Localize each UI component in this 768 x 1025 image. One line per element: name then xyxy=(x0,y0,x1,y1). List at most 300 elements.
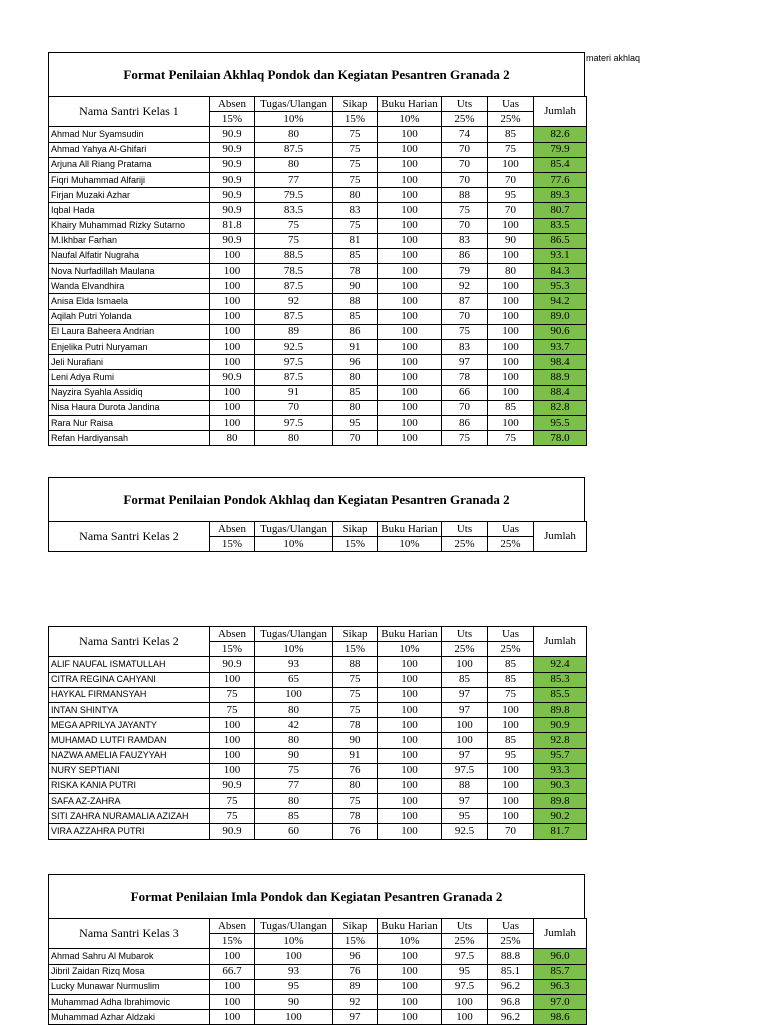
jumlah-header: Jumlah xyxy=(534,522,587,552)
uts-value: 70 xyxy=(442,400,488,415)
absen-value: 90.9 xyxy=(210,172,255,187)
sikap-value: 70 xyxy=(333,431,378,446)
buku-value: 100 xyxy=(378,355,442,370)
uas-value: 70 xyxy=(488,172,534,187)
table-row xyxy=(49,385,587,400)
jumlah-header: Jumlah xyxy=(534,627,587,657)
absen-header: Absen xyxy=(210,522,255,537)
table-row xyxy=(49,718,587,733)
buku-value: 100 xyxy=(378,142,442,157)
tugas-value: 91 xyxy=(255,385,333,400)
absen-value: 90.9 xyxy=(210,142,255,157)
student-name: SAFA AZ-ZAHRA xyxy=(49,794,210,809)
tugas-weight: 10% xyxy=(255,112,333,127)
absen-value: 90.9 xyxy=(210,233,255,248)
uas-value: 70 xyxy=(488,203,534,218)
tugas-value: 75 xyxy=(255,763,333,778)
buku-header: Buku Harian xyxy=(378,97,442,112)
jumlah-value: 78.0 xyxy=(534,431,587,446)
uts-value: 100 xyxy=(442,718,488,733)
uts-value: 88 xyxy=(442,778,488,793)
tugas-value: 89 xyxy=(255,324,333,339)
jumlah-value: 95.5 xyxy=(534,415,587,430)
buku-header: Buku Harian xyxy=(378,627,442,642)
buku-header: Buku Harian xyxy=(378,919,442,934)
grade-table xyxy=(48,626,587,840)
uas-value: 100 xyxy=(488,702,534,717)
student-name: Ahmad Nur Syamsudin xyxy=(49,127,210,142)
uas-value: 100 xyxy=(488,794,534,809)
uas-value: 85 xyxy=(488,400,534,415)
uts-weight: 25% xyxy=(442,642,488,657)
sikap-header: Sikap xyxy=(333,522,378,537)
tugas-value: 70 xyxy=(255,400,333,415)
sikap-value: 78 xyxy=(333,264,378,279)
jumlah-value: 90.6 xyxy=(534,324,587,339)
uas-header: Uas xyxy=(488,97,534,112)
sikap-weight: 15% xyxy=(333,112,378,127)
uts-value: 86 xyxy=(442,248,488,263)
sikap-value: 91 xyxy=(333,748,378,763)
uas-value: 96.2 xyxy=(488,979,534,994)
table-row xyxy=(49,142,587,157)
buku-value: 100 xyxy=(378,809,442,824)
uas-header: Uas xyxy=(488,522,534,537)
buku-value: 100 xyxy=(378,385,442,400)
absen-value: 100 xyxy=(210,279,255,294)
absen-weight: 15% xyxy=(210,537,255,552)
student-name: Leni Adya Rumi xyxy=(49,370,210,385)
sikap-value: 85 xyxy=(333,248,378,263)
student-name: Muhammad Adha Ibrahimovic xyxy=(49,994,210,1009)
uas-value: 100 xyxy=(488,415,534,430)
student-name: Muhammad Azhar Aldzaki xyxy=(49,1010,210,1025)
jumlah-value: 93.3 xyxy=(534,763,587,778)
tugas-value: 92 xyxy=(255,294,333,309)
jumlah-value: 93.1 xyxy=(534,248,587,263)
absen-value: 100 xyxy=(210,763,255,778)
section-title: Format Penilaian Akhlaq Pondok dan Kegiatan Pesantren Granada 2 xyxy=(48,52,585,96)
absen-value: 90.9 xyxy=(210,127,255,142)
uas-value: 100 xyxy=(488,324,534,339)
buku-value: 100 xyxy=(378,1010,442,1025)
absen-value: 66.7 xyxy=(210,964,255,979)
jumlah-value: 97.0 xyxy=(534,994,587,1009)
uts-value: 100 xyxy=(442,1010,488,1025)
uas-value: 100 xyxy=(488,279,534,294)
student-name: El Laura Baheera Andrian xyxy=(49,324,210,339)
buku-value: 100 xyxy=(378,778,442,793)
name-header: Nama Santri Kelas 2 xyxy=(49,522,210,552)
absen-value: 80 xyxy=(210,431,255,446)
sikap-value: 75 xyxy=(333,127,378,142)
uts-value: 95 xyxy=(442,809,488,824)
table-row xyxy=(49,763,587,778)
uas-value: 85 xyxy=(488,672,534,687)
jumlah-value: 82.6 xyxy=(534,127,587,142)
uts-value: 83 xyxy=(442,233,488,248)
jumlah-value: 84.3 xyxy=(534,264,587,279)
buku-value: 100 xyxy=(378,188,442,203)
student-name: MEGA APRILYA JAYANTY xyxy=(49,718,210,733)
table-row xyxy=(49,309,587,324)
buku-value: 100 xyxy=(378,400,442,415)
uts-value: 83 xyxy=(442,340,488,355)
table-row xyxy=(49,248,587,263)
tugas-value: 77 xyxy=(255,172,333,187)
table-row xyxy=(49,188,587,203)
buku-value: 100 xyxy=(378,794,442,809)
uts-value: 97.5 xyxy=(442,979,488,994)
jumlah-header: Jumlah xyxy=(534,97,587,127)
sikap-value: 90 xyxy=(333,733,378,748)
sikap-value: 90 xyxy=(333,279,378,294)
table-row xyxy=(49,294,587,309)
buku-value: 100 xyxy=(378,748,442,763)
absen-value: 90.9 xyxy=(210,778,255,793)
uas-value: 85 xyxy=(488,657,534,672)
jumlah-value: 81.7 xyxy=(534,824,587,839)
student-name: SITI ZAHRA NURAMALIA AZIZAH xyxy=(49,809,210,824)
tugas-value: 78.5 xyxy=(255,264,333,279)
jumlah-value: 94.2 xyxy=(534,294,587,309)
uts-weight: 25% xyxy=(442,537,488,552)
tugas-value: 75 xyxy=(255,233,333,248)
student-name: Refan Hardiyansah xyxy=(49,431,210,446)
table-row xyxy=(49,809,587,824)
absen-value: 100 xyxy=(210,733,255,748)
absen-value: 100 xyxy=(210,264,255,279)
jumlah-value: 98.4 xyxy=(534,355,587,370)
absen-header: Absen xyxy=(210,627,255,642)
jumlah-value: 90.9 xyxy=(534,718,587,733)
section-kelas-2-top xyxy=(48,477,588,550)
uts-value: 100 xyxy=(442,733,488,748)
student-name: Jeli Nurafiani xyxy=(49,355,210,370)
tugas-value: 93 xyxy=(255,964,333,979)
buku-value: 100 xyxy=(378,324,442,339)
sikap-value: 75 xyxy=(333,687,378,702)
table-row xyxy=(49,172,587,187)
table-row xyxy=(49,794,587,809)
table-row xyxy=(49,687,587,702)
sikap-value: 89 xyxy=(333,979,378,994)
jumlah-header: Jumlah xyxy=(534,919,587,949)
uas-value: 85 xyxy=(488,733,534,748)
buku-value: 100 xyxy=(378,979,442,994)
table-row xyxy=(49,979,587,994)
uas-value: 100 xyxy=(488,763,534,778)
section-title: Format Penilaian Imla Pondok dan Kegiatan Pesantren Granada 2 xyxy=(48,874,585,918)
uts-value: 100 xyxy=(442,657,488,672)
student-name: Aqilah Putri Yolanda xyxy=(49,309,210,324)
student-name: ALIF NAUFAL ISMATULLAH xyxy=(49,657,210,672)
tugas-value: 87.5 xyxy=(255,370,333,385)
tugas-header: Tugas/Ulangan xyxy=(255,522,333,537)
uts-value: 95 xyxy=(442,964,488,979)
sikap-value: 83 xyxy=(333,203,378,218)
student-name: Nisa Haura Durota Jandina xyxy=(49,400,210,415)
table-row xyxy=(49,994,587,1009)
absen-value: 100 xyxy=(210,415,255,430)
jumlah-value: 83.5 xyxy=(534,218,587,233)
table-row xyxy=(49,431,587,446)
jumlah-value: 92.4 xyxy=(534,657,587,672)
buku-value: 100 xyxy=(378,431,442,446)
side-note: materi akhlaq xyxy=(586,53,641,63)
sikap-value: 91 xyxy=(333,340,378,355)
student-name: NAZWA AMELIA FAUZYYAH xyxy=(49,748,210,763)
jumlah-value: 82.8 xyxy=(534,400,587,415)
uas-weight: 25% xyxy=(488,642,534,657)
name-header: Nama Santri Kelas 1 xyxy=(49,97,210,127)
buku-value: 100 xyxy=(378,294,442,309)
tugas-header: Tugas/Ulangan xyxy=(255,627,333,642)
sikap-weight: 15% xyxy=(333,934,378,949)
tugas-value: 77 xyxy=(255,778,333,793)
buku-value: 100 xyxy=(378,702,442,717)
tugas-value: 92.5 xyxy=(255,340,333,355)
uas-value: 95 xyxy=(488,748,534,763)
sikap-value: 80 xyxy=(333,188,378,203)
uas-value: 96.8 xyxy=(488,994,534,1009)
uas-value: 90 xyxy=(488,233,534,248)
table-row xyxy=(49,672,587,687)
sikap-weight: 15% xyxy=(333,642,378,657)
student-name: Anisa Elda Ismaela xyxy=(49,294,210,309)
student-name: RISKA KANIA PUTRI xyxy=(49,778,210,793)
tugas-value: 65 xyxy=(255,672,333,687)
jumlah-value: 95.7 xyxy=(534,748,587,763)
table-row xyxy=(49,778,587,793)
tugas-value: 80 xyxy=(255,733,333,748)
uas-value: 100 xyxy=(488,718,534,733)
uas-value: 70 xyxy=(488,824,534,839)
sikap-value: 88 xyxy=(333,294,378,309)
sikap-value: 76 xyxy=(333,964,378,979)
uas-value: 100 xyxy=(488,248,534,263)
absen-value: 100 xyxy=(210,294,255,309)
sikap-value: 75 xyxy=(333,794,378,809)
student-name: Firjan Muzaki Azhar xyxy=(49,188,210,203)
sikap-value: 80 xyxy=(333,778,378,793)
jumlah-value: 98.6 xyxy=(534,1010,587,1025)
absen-value: 75 xyxy=(210,702,255,717)
table-row xyxy=(49,964,587,979)
sikap-value: 88 xyxy=(333,657,378,672)
tugas-value: 80 xyxy=(255,794,333,809)
table-row xyxy=(49,279,587,294)
jumlah-value: 90.2 xyxy=(534,809,587,824)
table-row xyxy=(49,233,587,248)
absen-value: 100 xyxy=(210,994,255,1009)
sikap-value: 92 xyxy=(333,994,378,1009)
table-row xyxy=(49,748,587,763)
uas-value: 75 xyxy=(488,431,534,446)
buku-value: 100 xyxy=(378,824,442,839)
name-header: Nama Santri Kelas 2 xyxy=(49,627,210,657)
sikap-value: 75 xyxy=(333,157,378,172)
student-name: Ahmad Yahya Al-Ghifari xyxy=(49,142,210,157)
table-row xyxy=(49,264,587,279)
sikap-weight: 15% xyxy=(333,537,378,552)
student-name: Rara Nur Raisa xyxy=(49,415,210,430)
sikap-value: 95 xyxy=(333,415,378,430)
jumlah-value: 93.7 xyxy=(534,340,587,355)
uts-header: Uts xyxy=(442,522,488,537)
uts-value: 97 xyxy=(442,748,488,763)
table-row xyxy=(49,702,587,717)
absen-value: 90.9 xyxy=(210,203,255,218)
uas-value: 100 xyxy=(488,370,534,385)
sikap-value: 75 xyxy=(333,672,378,687)
jumlah-value: 89.8 xyxy=(534,702,587,717)
jumlah-value: 80.7 xyxy=(534,203,587,218)
sikap-value: 80 xyxy=(333,370,378,385)
sikap-value: 75 xyxy=(333,702,378,717)
jumlah-value: 89.3 xyxy=(534,188,587,203)
table-row xyxy=(49,355,587,370)
tugas-value: 60 xyxy=(255,824,333,839)
student-name: VIRA AZZAHRA PUTRI xyxy=(49,824,210,839)
uts-value: 87 xyxy=(442,294,488,309)
tugas-value: 80 xyxy=(255,702,333,717)
absen-value: 100 xyxy=(210,355,255,370)
table-row xyxy=(49,733,587,748)
student-name: Wanda Elvandhira xyxy=(49,279,210,294)
sikap-value: 86 xyxy=(333,324,378,339)
absen-value: 100 xyxy=(210,400,255,415)
absen-value: 100 xyxy=(210,748,255,763)
absen-value: 90.9 xyxy=(210,188,255,203)
jumlah-value: 85.5 xyxy=(534,687,587,702)
uas-value: 75 xyxy=(488,687,534,702)
table-row xyxy=(49,1010,587,1025)
jumlah-value: 79.9 xyxy=(534,142,587,157)
student-name: CITRA REGINA CAHYANI xyxy=(49,672,210,687)
student-name: HAYKAL FIRMANSYAH xyxy=(49,687,210,702)
uas-value: 95 xyxy=(488,188,534,203)
sikap-value: 76 xyxy=(333,763,378,778)
buku-header: Buku Harian xyxy=(378,522,442,537)
uas-value: 100 xyxy=(488,385,534,400)
sikap-value: 96 xyxy=(333,355,378,370)
absen-weight: 15% xyxy=(210,934,255,949)
buku-value: 100 xyxy=(378,203,442,218)
grade-table xyxy=(48,96,587,446)
table-row xyxy=(49,657,587,672)
name-header: Nama Santri Kelas 3 xyxy=(49,919,210,949)
uas-value: 100 xyxy=(488,809,534,824)
uts-value: 97 xyxy=(442,355,488,370)
absen-weight: 15% xyxy=(210,112,255,127)
uts-value: 70 xyxy=(442,309,488,324)
uas-value: 75 xyxy=(488,142,534,157)
table-row xyxy=(49,340,587,355)
absen-value: 100 xyxy=(210,979,255,994)
jumlah-value: 77.6 xyxy=(534,172,587,187)
buku-weight: 10% xyxy=(378,537,442,552)
uas-value: 85 xyxy=(488,127,534,142)
buku-value: 100 xyxy=(378,340,442,355)
absen-value: 100 xyxy=(210,1010,255,1025)
absen-value: 100 xyxy=(210,385,255,400)
tugas-weight: 10% xyxy=(255,642,333,657)
buku-value: 100 xyxy=(378,763,442,778)
student-name: Nayzira Syahla Assidiq xyxy=(49,385,210,400)
tugas-weight: 10% xyxy=(255,537,333,552)
jumlah-value: 85.4 xyxy=(534,157,587,172)
uas-value: 88.8 xyxy=(488,949,534,964)
table-row xyxy=(49,324,587,339)
absen-weight: 15% xyxy=(210,642,255,657)
tugas-value: 75 xyxy=(255,218,333,233)
buku-value: 100 xyxy=(378,687,442,702)
uts-value: 92.5 xyxy=(442,824,488,839)
uas-value: 100 xyxy=(488,355,534,370)
tugas-value: 97.5 xyxy=(255,355,333,370)
uts-value: 75 xyxy=(442,203,488,218)
uas-value: 100 xyxy=(488,218,534,233)
table-row xyxy=(49,949,587,964)
absen-value: 90.9 xyxy=(210,157,255,172)
sikap-value: 76 xyxy=(333,824,378,839)
sikap-header: Sikap xyxy=(333,97,378,112)
uts-value: 74 xyxy=(442,127,488,142)
absen-value: 75 xyxy=(210,687,255,702)
buku-value: 100 xyxy=(378,994,442,1009)
uts-value: 70 xyxy=(442,172,488,187)
uts-value: 92 xyxy=(442,279,488,294)
uts-value: 97.5 xyxy=(442,949,488,964)
student-name: Arjuna All Riang Pratama xyxy=(49,157,210,172)
uts-value: 97.5 xyxy=(442,763,488,778)
tugas-value: 100 xyxy=(255,687,333,702)
tugas-value: 90 xyxy=(255,748,333,763)
grade-table-header xyxy=(48,521,587,552)
table-row xyxy=(49,157,587,172)
uas-value: 100 xyxy=(488,778,534,793)
sikap-value: 78 xyxy=(333,809,378,824)
absen-header: Absen xyxy=(210,97,255,112)
absen-value: 100 xyxy=(210,309,255,324)
jumlah-value: 95.3 xyxy=(534,279,587,294)
sikap-value: 85 xyxy=(333,309,378,324)
uts-header: Uts xyxy=(442,919,488,934)
buku-weight: 10% xyxy=(378,642,442,657)
buku-weight: 10% xyxy=(378,112,442,127)
tugas-header: Tugas/Ulangan xyxy=(255,919,333,934)
section-title: Format Penilaian Pondok Akhlaq dan Kegiatan Pesantren Granada 2 xyxy=(48,477,585,521)
jumlah-value: 88.9 xyxy=(534,370,587,385)
uas-value: 100 xyxy=(488,340,534,355)
uas-weight: 25% xyxy=(488,537,534,552)
absen-value: 100 xyxy=(210,672,255,687)
tugas-value: 42 xyxy=(255,718,333,733)
student-name: Naufal Alfatir Nugraha xyxy=(49,248,210,263)
buku-value: 100 xyxy=(378,718,442,733)
tugas-value: 97.5 xyxy=(255,415,333,430)
buku-weight: 10% xyxy=(378,934,442,949)
student-name: M.Ikhbar Farhan xyxy=(49,233,210,248)
uts-value: 78 xyxy=(442,370,488,385)
student-name: Enjelika Putri Nuryaman xyxy=(49,340,210,355)
jumlah-value: 88.4 xyxy=(534,385,587,400)
tugas-value: 87.5 xyxy=(255,279,333,294)
uts-value: 97 xyxy=(442,687,488,702)
sikap-value: 78 xyxy=(333,718,378,733)
sikap-value: 75 xyxy=(333,142,378,157)
